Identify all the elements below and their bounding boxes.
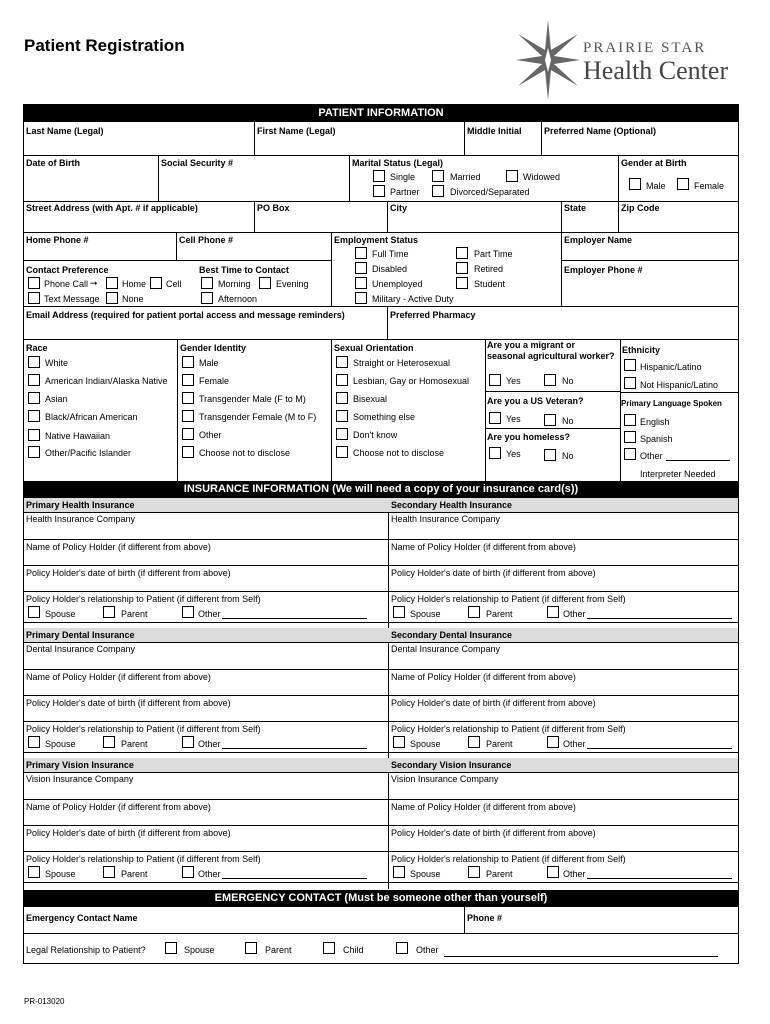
- race-pacific-islander-label: Other/Pacific Islander: [45, 448, 132, 458]
- gi-trans-female-checkbox[interactable]: [182, 410, 194, 422]
- rule: [24, 539, 738, 540]
- widowed-label: Widowed: [523, 172, 561, 182]
- english-checkbox[interactable]: [624, 414, 636, 426]
- secondary-health-spouse-checkbox[interactable]: [393, 606, 405, 618]
- primary-dental-holder-relationship-label: Policy Holder's relationship to Patient (if different from Self): [26, 724, 261, 734]
- rule: [24, 512, 738, 513]
- contact-preference-label: Contact Preference: [26, 265, 109, 275]
- veteran-yes-checkbox[interactable]: [489, 412, 501, 424]
- text-message-label: Text Message: [44, 294, 100, 304]
- home-checkbox[interactable]: [106, 277, 118, 289]
- race-label: Race: [26, 343, 48, 353]
- emergency-name-label: Emergency Contact Name: [26, 913, 138, 923]
- gi-male-label: Male: [199, 358, 219, 368]
- gi-female-checkbox[interactable]: [182, 374, 194, 386]
- gi-other-checkbox[interactable]: [182, 428, 194, 440]
- em-other-checkbox[interactable]: [396, 942, 408, 954]
- race-american-indian-label: American Indian/Alaska Native: [45, 376, 168, 386]
- primary-health-other-label: Other: [198, 609, 221, 619]
- military-checkbox[interactable]: [355, 292, 367, 304]
- home-label: Home: [122, 279, 147, 289]
- secondary-health-parent-checkbox[interactable]: [468, 606, 480, 618]
- dob-label: Date of Birth: [26, 158, 80, 168]
- primary-health-other-field[interactable]: [222, 618, 367, 619]
- migrant-no-label: No: [562, 376, 574, 386]
- gi-not-disclose-label: Choose not to disclose: [199, 448, 291, 458]
- logo-line-2: Health Center: [583, 56, 729, 85]
- primary-vision-spouse-label: Spouse: [45, 869, 76, 879]
- secondary-dental-holder-name-label: Name of Policy Holder (if different from above): [391, 672, 576, 682]
- gender-at-birth-label: Gender at Birth: [621, 158, 687, 168]
- secondary-health-other-field[interactable]: [587, 618, 732, 619]
- primary-vision-parent-label: Parent: [121, 869, 148, 879]
- single-checkbox[interactable]: [373, 170, 385, 182]
- last-name-label: Last Name (Legal): [26, 126, 104, 136]
- rule: [24, 772, 738, 773]
- primary-vision-holder-relationship-label: Policy Holder's relationship to Patient (if different from Self): [26, 854, 261, 864]
- first-name-label: First Name (Legal): [257, 126, 336, 136]
- primary-vision-other-label: Other: [198, 869, 221, 879]
- em-parent-checkbox[interactable]: [245, 942, 257, 954]
- secondary-health-holder-name-label: Name of Policy Holder (if different from above): [391, 542, 576, 552]
- so-bisexual-checkbox[interactable]: [336, 392, 348, 404]
- secondary-health-title: Secondary Health Insurance: [391, 500, 513, 510]
- rule: [24, 825, 738, 826]
- arrow-right-icon: ➞: [90, 278, 98, 288]
- text-message-checkbox[interactable]: [28, 292, 40, 304]
- best-time-label: Best Time to Contact: [199, 265, 289, 275]
- migrant-yes-label: Yes: [506, 376, 521, 386]
- secondary-dental-parent-label: Parent: [486, 739, 513, 749]
- birth-female-checkbox[interactable]: [677, 178, 689, 190]
- disabled-label: Disabled: [372, 264, 408, 274]
- secondary-vision-spouse-checkbox[interactable]: [393, 866, 405, 878]
- star-icon: [516, 20, 580, 100]
- em-child-checkbox[interactable]: [323, 942, 335, 954]
- form-code: PR-013020: [24, 997, 65, 1006]
- insurance-header: INSURANCE INFORMATION (We will need a copy of your insurance card(s)): [24, 481, 738, 498]
- veteran-no-label: No: [562, 416, 574, 426]
- primary-health-parent-checkbox[interactable]: [103, 606, 115, 618]
- interpreter-label: Interpreter Needed: [640, 469, 716, 479]
- primary-health-other-checkbox[interactable]: [182, 606, 194, 618]
- primary-vision-other-field[interactable]: [222, 878, 367, 879]
- language-other-field[interactable]: [666, 460, 730, 461]
- so-something-else-label: Something else: [353, 412, 416, 422]
- rule: [24, 799, 738, 800]
- primary-health-holder-dob-label: Policy Holder's date of birth (if different from above): [26, 568, 231, 578]
- primary-dental-parent-label: Parent: [121, 739, 148, 749]
- rule: [24, 721, 738, 722]
- part-time-checkbox[interactable]: [456, 247, 468, 259]
- retired-checkbox[interactable]: [456, 262, 468, 274]
- homeless-yes-label: Yes: [506, 449, 521, 459]
- birth-male-checkbox[interactable]: [629, 178, 641, 190]
- emergency-header: EMERGENCY CONTACT (Must be someone other than yourself): [24, 890, 738, 907]
- primary-health-holder-relationship-label: Policy Holder's relationship to Patient (if different from Self): [26, 594, 261, 604]
- part-time-label: Part Time: [474, 249, 513, 259]
- primary-vision-holder-name-label: Name of Policy Holder (if different from above): [26, 802, 211, 812]
- secondary-vision-holder-relationship-label: Policy Holder's relationship to Patient (if different from Self): [391, 854, 626, 864]
- so-not-disclose-label: Choose not to disclose: [353, 448, 445, 458]
- primary-dental-other-checkbox[interactable]: [182, 736, 194, 748]
- divorced-checkbox[interactable]: [432, 185, 444, 197]
- primary-health-company-label: Health Insurance Company: [26, 514, 136, 524]
- employer-phone-label: Employer Phone #: [564, 265, 643, 275]
- single-label: Single: [390, 172, 416, 182]
- em-other-field[interactable]: [444, 956, 718, 957]
- secondary-vision-parent-label: Parent: [486, 869, 513, 879]
- primary-dental-holder-dob-label: Policy Holder's date of birth (if different from above): [26, 698, 231, 708]
- spanish-label: Spanish: [640, 434, 673, 444]
- english-label: English: [640, 417, 670, 427]
- full-time-label: Full Time: [372, 249, 409, 259]
- gi-trans-male-checkbox[interactable]: [182, 392, 194, 404]
- rule: [24, 565, 738, 566]
- secondary-dental-parent-checkbox[interactable]: [468, 736, 480, 748]
- full-time-checkbox[interactable]: [355, 247, 367, 259]
- primary-dental-company-label: Dental Insurance Company: [26, 644, 136, 654]
- primary-dental-holder-name-label: Name of Policy Holder (if different from above): [26, 672, 211, 682]
- so-not-disclose-checkbox[interactable]: [336, 446, 348, 458]
- migrant-no-checkbox[interactable]: [544, 374, 556, 386]
- preferred-name-label: Preferred Name (Optional): [544, 126, 657, 136]
- evening-checkbox[interactable]: [259, 277, 271, 289]
- secondary-dental-spouse-checkbox[interactable]: [393, 736, 405, 748]
- primary-vision-title: Primary Vision Insurance: [26, 760, 134, 770]
- migrant-question: Are you a migrant or seasonal agricultural worker?: [487, 340, 615, 361]
- employment-status-label: Employment Status: [334, 235, 419, 245]
- em-spouse-checkbox[interactable]: [165, 942, 177, 954]
- primary-dental-spouse-label: Spouse: [45, 739, 76, 749]
- race-pacific-islander-checkbox[interactable]: [28, 446, 40, 458]
- phone-call-label: Phone Call: [44, 279, 89, 289]
- birth-female-label: Female: [694, 181, 725, 191]
- rule: [24, 669, 738, 670]
- secondary-dental-other-checkbox[interactable]: [547, 736, 559, 748]
- so-dont-know-checkbox[interactable]: [336, 428, 348, 440]
- afternoon-checkbox[interactable]: [201, 292, 213, 304]
- so-gay-label: Lesbian, Gay or Homosexual: [353, 376, 470, 386]
- secondary-dental-other-field[interactable]: [587, 748, 732, 749]
- language-other-checkbox[interactable]: [624, 448, 636, 460]
- primary-dental-spouse-checkbox[interactable]: [28, 736, 40, 748]
- rule: [24, 882, 738, 883]
- primary-vision-parent-checkbox[interactable]: [103, 866, 115, 878]
- secondary-dental-company-label: Dental Insurance Company: [391, 644, 501, 654]
- gi-trans-female-label: Transgender Female (M to F): [199, 412, 317, 422]
- race-hawaiian-checkbox[interactable]: [28, 429, 40, 441]
- secondary-vision-other-label: Other: [563, 869, 586, 879]
- rule: [24, 695, 738, 696]
- morning-checkbox[interactable]: [201, 277, 213, 289]
- student-label: Student: [474, 279, 506, 289]
- em-child-label: Child: [343, 945, 364, 955]
- primary-health-title: Primary Health Insurance: [26, 500, 135, 510]
- gi-trans-male-label: Transgender Male (F to M): [199, 394, 306, 404]
- logo: [516, 20, 746, 100]
- em-parent-label: Parent: [265, 945, 292, 955]
- legal-relationship-label: Legal Relationship to Patient?: [26, 945, 146, 955]
- partner-checkbox[interactable]: [373, 185, 385, 197]
- secondary-vision-holder-name-label: Name of Policy Holder (if different from above): [391, 802, 576, 812]
- po-box-label: PO Box: [257, 203, 290, 213]
- so-bisexual-label: Bisexual: [353, 394, 388, 404]
- primary-health-parent-label: Parent: [121, 609, 148, 619]
- home-phone-label: Home Phone #: [26, 235, 89, 245]
- marital-status-label: Marital Status (Legal): [352, 158, 444, 168]
- migrant-yes-checkbox[interactable]: [489, 374, 501, 386]
- birth-male-label: Male: [646, 181, 666, 191]
- homeless-yes-checkbox[interactable]: [489, 447, 501, 459]
- email-label: Email Address (required for patient portal access and message reminders): [26, 310, 345, 320]
- veteran-yes-label: Yes: [506, 414, 521, 424]
- language-label: Primary Language Spoken: [621, 399, 722, 408]
- primary-dental-title: Primary Dental Insurance: [26, 630, 135, 640]
- language-other-label: Other: [640, 451, 663, 461]
- cell-checkbox[interactable]: [150, 277, 162, 289]
- primary-health-spouse-checkbox[interactable]: [28, 606, 40, 618]
- gender-identity-label: Gender Identity: [180, 343, 247, 353]
- secondary-dental-spouse-label: Spouse: [410, 739, 441, 749]
- page-title: Patient Registration: [24, 36, 185, 55]
- rule: [24, 622, 738, 623]
- rule: [24, 752, 738, 753]
- primary-vision-company-label: Vision Insurance Company: [26, 774, 134, 784]
- gi-male-checkbox[interactable]: [182, 356, 194, 368]
- widowed-checkbox[interactable]: [506, 170, 518, 182]
- rule: [24, 851, 738, 852]
- afternoon-label: Afternoon: [218, 294, 258, 304]
- secondary-vision-holder-dob-label: Policy Holder's date of birth (if different from above): [391, 828, 596, 838]
- street-label: Street Address (with Apt. # if applicable): [26, 203, 198, 213]
- married-label: Married: [450, 172, 481, 182]
- ssn-label: Social Security #: [161, 158, 234, 168]
- hispanic-checkbox[interactable]: [624, 359, 636, 371]
- gi-female-label: Female: [199, 376, 230, 386]
- secondary-dental-holder-dob-label: Policy Holder's date of birth (if different from above): [391, 698, 596, 708]
- partner-label: Partner: [390, 187, 420, 197]
- primary-dental-other-label: Other: [198, 739, 221, 749]
- unemployed-label: Unemployed: [372, 279, 423, 289]
- so-something-else-checkbox[interactable]: [336, 410, 348, 422]
- spanish-checkbox[interactable]: [624, 431, 636, 443]
- secondary-dental-title: Secondary Dental Insurance: [391, 630, 513, 640]
- disabled-checkbox[interactable]: [355, 262, 367, 274]
- none-checkbox[interactable]: [106, 292, 118, 304]
- race-american-indian-checkbox[interactable]: [28, 374, 40, 386]
- divorced-label: Divorced/Separated: [450, 187, 530, 197]
- homeless-no-label: No: [562, 451, 574, 461]
- secondary-health-holder-dob-label: Policy Holder's date of birth (if different from above): [391, 568, 596, 578]
- so-dont-know-label: Don't know: [353, 430, 398, 440]
- logo-line-1: PRAIRIE STAR: [583, 40, 707, 56]
- registration-form: [23, 104, 739, 964]
- gi-other-label: Other: [199, 430, 222, 440]
- rule: [24, 591, 738, 592]
- hispanic-label: Hispanic/Latino: [640, 362, 702, 372]
- race-white-label: White: [45, 358, 69, 368]
- race-black-checkbox[interactable]: [28, 410, 40, 422]
- secondary-vision-title: Secondary Vision Insurance: [391, 760, 512, 770]
- retired-label: Retired: [474, 264, 504, 274]
- unemployed-checkbox[interactable]: [355, 277, 367, 289]
- secondary-dental-other-label: Other: [563, 739, 586, 749]
- race-black-label: Black/African American: [45, 412, 138, 422]
- secondary-health-company-label: Health Insurance Company: [391, 514, 501, 524]
- race-hawaiian-label: Native Hawaiian: [45, 431, 111, 441]
- evening-label: Evening: [276, 279, 309, 289]
- cell-phone-label: Cell Phone #: [179, 235, 234, 245]
- secondary-vision-company-label: Vision Insurance Company: [391, 774, 499, 784]
- student-checkbox[interactable]: [456, 277, 468, 289]
- primary-vision-other-checkbox[interactable]: [182, 866, 194, 878]
- secondary-vision-other-checkbox[interactable]: [547, 866, 559, 878]
- sexual-orientation-label: Sexual Orientation: [334, 343, 414, 353]
- primary-dental-parent-checkbox[interactable]: [103, 736, 115, 748]
- ethnicity-label: Ethnicity: [622, 345, 661, 355]
- primary-vision-spouse-checkbox[interactable]: [28, 866, 40, 878]
- secondary-health-spouse-label: Spouse: [410, 609, 441, 619]
- primary-health-spouse-label: Spouse: [45, 609, 76, 619]
- rule: [24, 642, 738, 643]
- zip-label: Zip Code: [621, 203, 660, 213]
- veteran-question: Are you a US Veteran?: [487, 396, 584, 406]
- middle-initial-label: Middle Initial: [467, 126, 522, 136]
- state-label: State: [564, 203, 587, 213]
- homeless-no-checkbox[interactable]: [544, 449, 556, 461]
- cell-label: Cell: [166, 279, 182, 289]
- employer-name-label: Employer Name: [564, 235, 633, 245]
- so-straight-checkbox[interactable]: [336, 356, 348, 368]
- em-other-label: Other: [416, 945, 439, 955]
- patient-info-header: PATIENT INFORMATION: [24, 105, 738, 122]
- secondary-health-other-checkbox[interactable]: [547, 606, 559, 618]
- race-asian-checkbox[interactable]: [28, 392, 40, 404]
- gi-not-disclose-checkbox[interactable]: [182, 446, 194, 458]
- secondary-vision-spouse-label: Spouse: [410, 869, 441, 879]
- homeless-question: Are you homeless?: [487, 432, 571, 442]
- secondary-vision-parent-checkbox[interactable]: [468, 866, 480, 878]
- em-spouse-label: Spouse: [184, 945, 215, 955]
- so-straight-label: Straight or Heterosexual: [353, 358, 451, 368]
- primary-dental-other-field[interactable]: [222, 748, 367, 749]
- military-label: Military - Active Duty: [372, 294, 454, 304]
- secondary-health-parent-label: Parent: [486, 609, 513, 619]
- primary-health-holder-name-label: Name of Policy Holder (if different from above): [26, 542, 211, 552]
- race-white-checkbox[interactable]: [28, 356, 40, 368]
- race-asian-label: Asian: [45, 394, 68, 404]
- city-label: City: [390, 203, 408, 213]
- primary-vision-holder-dob-label: Policy Holder's date of birth (if different from above): [26, 828, 231, 838]
- none-label: None: [122, 294, 144, 304]
- pharmacy-label: Preferred Pharmacy: [390, 310, 476, 320]
- secondary-dental-holder-relationship-label: Policy Holder's relationship to Patient (if different from Self): [391, 724, 626, 734]
- married-checkbox[interactable]: [432, 170, 444, 182]
- not-hispanic-checkbox[interactable]: [624, 377, 636, 389]
- morning-label: Morning: [218, 279, 251, 289]
- so-gay-checkbox[interactable]: [336, 374, 348, 386]
- emergency-phone-label: Phone #: [467, 913, 503, 923]
- secondary-health-holder-relationship-label: Policy Holder's relationship to Patient (if different from Self): [391, 594, 626, 604]
- secondary-health-other-label: Other: [563, 609, 586, 619]
- phone-call-checkbox[interactable]: [28, 277, 40, 289]
- veteran-no-checkbox[interactable]: [544, 414, 556, 426]
- secondary-vision-other-field[interactable]: [587, 878, 732, 879]
- not-hispanic-label: Not Hispanic/Latino: [640, 380, 719, 390]
